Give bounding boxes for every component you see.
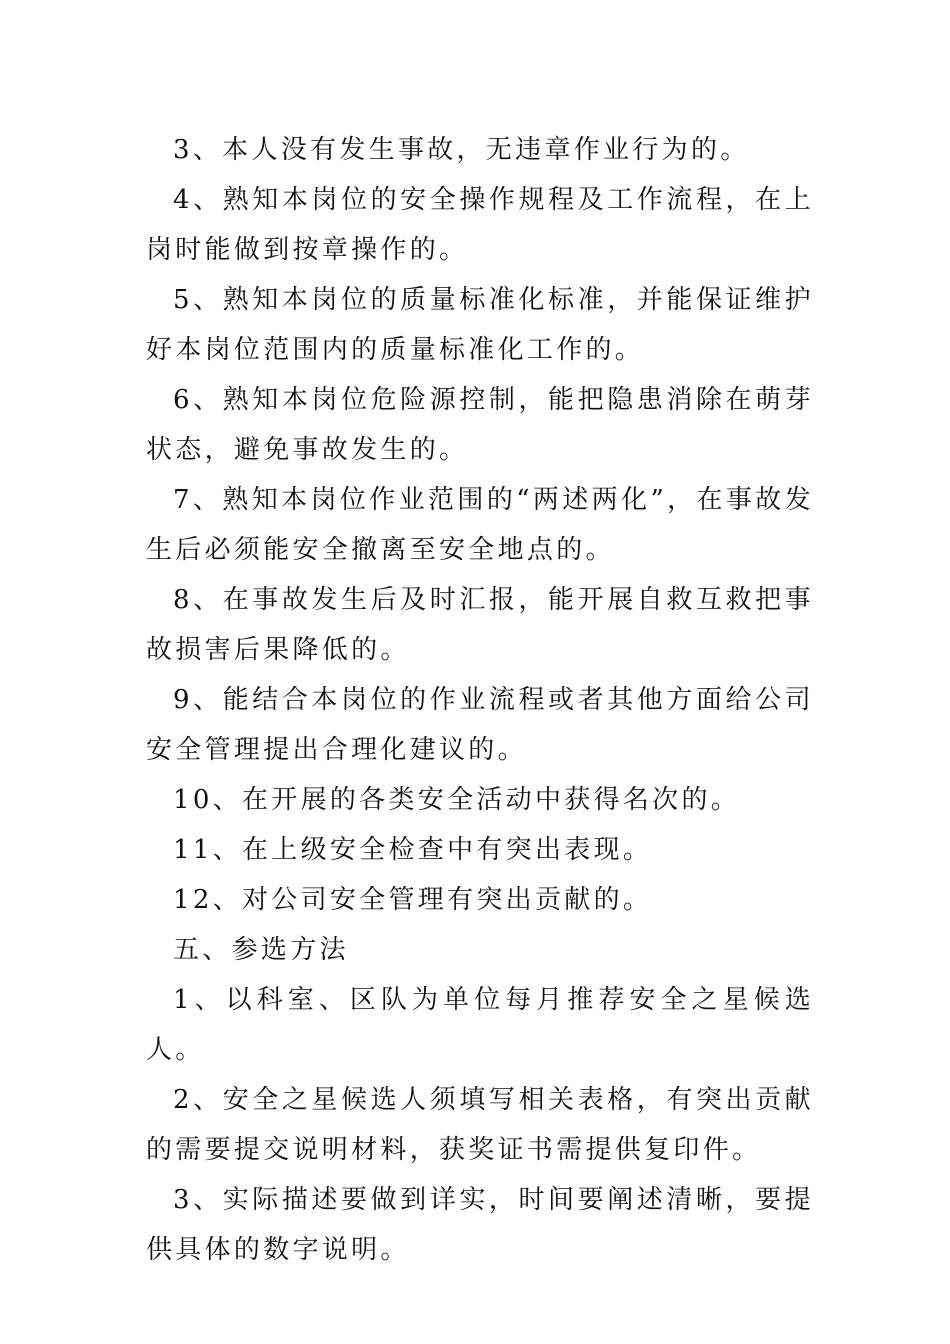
paragraph-method-2-forms: 2、安全之星候选人须填写相关表格，有突出贡献的需要提交说明材料，获奖证书需提供复印件。 — [146, 1085, 814, 1165]
paragraph-item-7-evacuation: 7、熟知本岗位作业范围的“两述两化”，在事故发生后必须能安全撤离至安全地点的。 — [146, 485, 814, 565]
paragraph-method-3-description: 3、实际描述要做到详实，时间要阐述清晰，要提供具体的数字说明。 — [146, 1185, 814, 1265]
paragraph-item-4-operating-rules: 4、熟知本岗位的安全操作规程及工作流程，在上岗时能做到按章操作的。 — [146, 185, 814, 265]
paragraph-item-11-inspection: 11、在上级安全检查中有突出表现。 — [173, 835, 653, 865]
paragraph-item-5-quality-standard: 5、熟知本岗位的质量标准化标准，并能保证维护好本岗位范围内的质量标准化工作的。 — [146, 285, 814, 365]
paragraph-item-8-rescue: 8、在事故发生后及时汇报，能开展自救互救把事故损害后果降低的。 — [146, 585, 814, 665]
paragraph-method-1-recommend: 1、以科室、区队为单位每月推荐安全之星候选人。 — [146, 985, 814, 1065]
paragraph-item-6-hazard-control: 6、熟知本岗位危险源控制，能把隐患消除在萌芽状态，避免事故发生的。 — [146, 385, 814, 465]
paragraph-item-10-activities: 10、在开展的各类安全活动中获得名次的。 — [173, 785, 741, 815]
document-body — [146, 125, 814, 1275]
section-heading-selection-method: 五、参选方法 — [173, 935, 349, 965]
paragraph-item-9-suggestions: 9、能结合本岗位的作业流程或者其他方面给公司安全管理提出合理化建议的。 — [146, 685, 814, 765]
paragraph-item-12-contribution: 12、对公司安全管理有突出贡献的。 — [173, 885, 653, 915]
paragraph-item-3-no-accident: 3、本人没有发生事故，无违章作业行为的。 — [173, 135, 750, 165]
